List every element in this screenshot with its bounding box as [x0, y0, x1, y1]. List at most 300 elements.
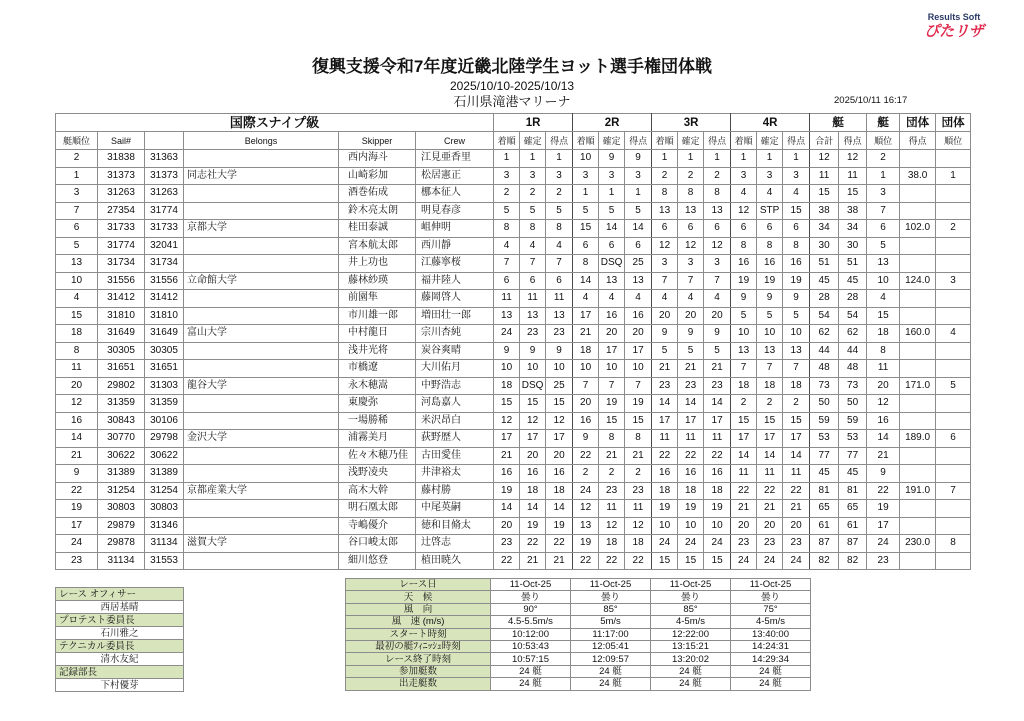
- r2-finish-cell: 9: [573, 430, 599, 448]
- r3-points-cell: 10: [704, 517, 731, 535]
- net-points-cell: 65: [839, 500, 867, 518]
- r3-confirmed-cell: 10: [678, 517, 704, 535]
- rank-cell: 9: [56, 465, 98, 483]
- official-name: 石川雅之: [56, 627, 184, 640]
- r3-confirmed-cell: 24: [678, 535, 704, 553]
- r1-finish-cell: 24: [494, 325, 520, 343]
- result-row: [56, 465, 971, 483]
- r1-finish-cell: 4: [494, 237, 520, 255]
- team-points-cell: [900, 447, 936, 465]
- team-points-cell: [900, 395, 936, 413]
- team-points-cell: [900, 360, 936, 378]
- r3-points-cell: 7: [704, 272, 731, 290]
- sail-number-cell: 31389: [98, 465, 145, 483]
- skipper-cell: 中村龍日: [339, 325, 416, 343]
- crew-cell: 荻野歴人: [416, 430, 494, 448]
- event-venue: 石川県滝港マリーナ: [453, 94, 571, 109]
- team-sail-number-cell: 31263: [145, 185, 184, 203]
- r3-confirmed-cell: 18: [678, 482, 704, 500]
- skipper-cell: 井上功也: [339, 255, 416, 273]
- team-sail-number-cell: 31651: [145, 360, 184, 378]
- boat-rank-cell: 6: [867, 220, 900, 238]
- r1-confirmed-cell: 2: [520, 185, 546, 203]
- race-3-value: 曇り: [651, 591, 731, 603]
- boat-rank-cell: 12: [867, 395, 900, 413]
- total-cell: 51: [810, 255, 839, 273]
- r2-confirmed-cell: 20: [599, 325, 625, 343]
- total-cell: 81: [810, 482, 839, 500]
- col-header-r1-finish: 着順: [494, 132, 520, 150]
- team-rank-cell: [936, 412, 971, 430]
- r1-points-cell: 2: [546, 185, 573, 203]
- belongs-cell: [184, 185, 339, 203]
- boat-rank-group-header: 艇: [867, 114, 900, 132]
- r1-confirmed-cell: 22: [520, 535, 546, 553]
- r3-points-cell: 15: [704, 552, 731, 570]
- r3-points-cell: 5: [704, 342, 731, 360]
- team-sail-number-cell: 31810: [145, 307, 184, 325]
- team-points-cell: [900, 307, 936, 325]
- result-row: [56, 430, 971, 448]
- net-points-cell: 81: [839, 482, 867, 500]
- r2-finish-cell: 22: [573, 552, 599, 570]
- r1-confirmed-cell: 7: [520, 255, 546, 273]
- race-info-row: [346, 579, 811, 591]
- r3-finish-cell: 5: [652, 342, 678, 360]
- r4-points-cell: 22: [783, 482, 810, 500]
- r2-finish-cell: 16: [573, 412, 599, 430]
- r4-points-cell: 19: [783, 272, 810, 290]
- r4-finish-cell: 23: [731, 535, 757, 553]
- race-2-value: 85°: [571, 603, 651, 615]
- net-points-cell: 45: [839, 272, 867, 290]
- race-1-value: 90°: [491, 603, 571, 615]
- r2-points-cell: 20: [625, 325, 652, 343]
- r3-points-cell: 3: [704, 255, 731, 273]
- r4-finish-cell: 19: [731, 272, 757, 290]
- r4-confirmed-cell: 2: [757, 395, 783, 413]
- col-header-total: 合計: [810, 132, 839, 150]
- sail-number-cell: 31649: [98, 325, 145, 343]
- result-row: [56, 255, 971, 273]
- rank-cell: 12: [56, 395, 98, 413]
- r4-confirmed-cell: 21: [757, 500, 783, 518]
- team-sail-number-cell: 31373: [145, 167, 184, 185]
- boat-score-group-header: 艇: [810, 114, 867, 132]
- belongs-cell: [184, 412, 339, 430]
- net-points-cell: 11: [839, 167, 867, 185]
- skipper-cell: 西内海斗: [339, 150, 416, 168]
- total-cell: 30: [810, 237, 839, 255]
- r2-confirmed-cell: 18: [599, 535, 625, 553]
- col-header-sail: Sail#: [98, 132, 145, 150]
- r2-points-cell: 9: [625, 150, 652, 168]
- skipper-cell: 佐々木穂乃佳: [339, 447, 416, 465]
- team-points-cell: [900, 342, 936, 360]
- skipper-cell: 寺嶋優介: [339, 517, 416, 535]
- skipper-cell: 一場勝稀: [339, 412, 416, 430]
- net-points-cell: 54: [839, 307, 867, 325]
- r4-finish-cell: 20: [731, 517, 757, 535]
- r2-points-cell: 7: [625, 377, 652, 395]
- r3-finish-cell: 11: [652, 430, 678, 448]
- race-2-value: 11-Oct-25: [571, 579, 651, 591]
- r4-finish-cell: 1: [731, 150, 757, 168]
- crew-cell: 松居憲正: [416, 167, 494, 185]
- r2-finish-cell: 19: [573, 535, 599, 553]
- r1-confirmed-cell: 19: [520, 517, 546, 535]
- r2-finish-cell: 10: [573, 150, 599, 168]
- r2-finish-cell: 2: [573, 465, 599, 483]
- header-row-groups: [56, 114, 971, 132]
- race-2-value: 24 艇: [571, 678, 651, 690]
- race-info-row: [346, 678, 811, 690]
- official-name-row: [56, 653, 184, 666]
- sail-number-cell: 30843: [98, 412, 145, 430]
- r1-confirmed-cell: 21: [520, 552, 546, 570]
- r3-finish-cell: 2: [652, 167, 678, 185]
- r2-points-cell: 15: [625, 412, 652, 430]
- race-3-value: 4-5m/s: [651, 616, 731, 628]
- race-4-value: 14:24:31: [731, 640, 811, 652]
- r3-confirmed-cell: 4: [678, 290, 704, 308]
- result-row: [56, 202, 971, 220]
- boat-rank-cell: 22: [867, 482, 900, 500]
- crew-cell: 宗川杏純: [416, 325, 494, 343]
- race-3-value: 11-Oct-25: [651, 579, 731, 591]
- col-header-r2-confirmed: 確定: [599, 132, 625, 150]
- r2-points-cell: 25: [625, 255, 652, 273]
- r2-points-cell: 2: [625, 465, 652, 483]
- team-rank-cell: [936, 290, 971, 308]
- rank-cell: 20: [56, 377, 98, 395]
- r4-confirmed-cell: 1: [757, 150, 783, 168]
- r4-points-cell: 4: [783, 185, 810, 203]
- r4-finish-cell: 4: [731, 185, 757, 203]
- r1-confirmed-cell: 12: [520, 412, 546, 430]
- rank-cell: 14: [56, 430, 98, 448]
- r4-confirmed-cell: 16: [757, 255, 783, 273]
- boat-rank-cell: 24: [867, 535, 900, 553]
- belongs-cell: [184, 500, 339, 518]
- col-header-skipper: Skipper: [339, 132, 416, 150]
- r4-finish-cell: 15: [731, 412, 757, 430]
- skipper-cell: 前園隼: [339, 290, 416, 308]
- official-name: 清水友紀: [56, 653, 184, 666]
- result-row: [56, 307, 971, 325]
- sail-number-cell: 31556: [98, 272, 145, 290]
- r2-points-cell: 18: [625, 535, 652, 553]
- official-title-row: [56, 640, 184, 653]
- official-title: レース オフィサー: [56, 588, 184, 601]
- r1-points-cell: 20: [546, 447, 573, 465]
- crew-cell: 米沢昂白: [416, 412, 494, 430]
- belongs-cell: 金沢大学: [184, 430, 339, 448]
- race-1-value: 4.5-5.5m/s: [491, 616, 571, 628]
- official-name-row: [56, 627, 184, 640]
- r1-finish-cell: 19: [494, 482, 520, 500]
- crew-cell: 河島嘉人: [416, 395, 494, 413]
- r1-points-cell: 25: [546, 377, 573, 395]
- result-row: [56, 185, 971, 203]
- total-cell: 45: [810, 272, 839, 290]
- r4-points-cell: 20: [783, 517, 810, 535]
- r3-confirmed-cell: 23: [678, 377, 704, 395]
- r4-finish-cell: 5: [731, 307, 757, 325]
- r1-points-cell: 15: [546, 395, 573, 413]
- col-header-team-points: 得点: [900, 132, 936, 150]
- results-soft-logo: [916, 12, 992, 40]
- r2-confirmed-cell: 1: [599, 185, 625, 203]
- race-1-value: 10:57:15: [491, 653, 571, 665]
- sail-number-cell: 31838: [98, 150, 145, 168]
- race-4-header: 4R: [731, 114, 810, 132]
- r4-points-cell: 24: [783, 552, 810, 570]
- sail-number-cell: 30305: [98, 342, 145, 360]
- col-header-team-rank: 順位: [936, 132, 971, 150]
- race-info-label: 最初の艇ﾌｨﾆｯｼｭ時刻: [346, 640, 491, 652]
- rank-cell: 18: [56, 325, 98, 343]
- team-rank-cell: 4: [936, 325, 971, 343]
- belongs-cell: [184, 360, 339, 378]
- boat-rank-cell: 4: [867, 290, 900, 308]
- r3-points-cell: 20: [704, 307, 731, 325]
- race-3-value: 24 艇: [651, 665, 731, 677]
- team-sail-number-cell: 31774: [145, 202, 184, 220]
- r1-finish-cell: 23: [494, 535, 520, 553]
- race-conditions-table: [345, 578, 811, 691]
- r4-points-cell: 15: [783, 412, 810, 430]
- r1-finish-cell: 18: [494, 377, 520, 395]
- r3-points-cell: 12: [704, 237, 731, 255]
- r2-points-cell: 10: [625, 360, 652, 378]
- rank-cell: 13: [56, 255, 98, 273]
- crew-cell: 増田壮一郎: [416, 307, 494, 325]
- r3-finish-cell: 17: [652, 412, 678, 430]
- team-sail-number-cell: 30622: [145, 447, 184, 465]
- team-sail-number-cell: 30803: [145, 500, 184, 518]
- result-row: [56, 517, 971, 535]
- r4-finish-cell: 14: [731, 447, 757, 465]
- r1-confirmed-cell: 6: [520, 272, 546, 290]
- r3-confirmed-cell: 19: [678, 500, 704, 518]
- team-points-cell: [900, 255, 936, 273]
- r4-finish-cell: 16: [731, 255, 757, 273]
- result-row: [56, 220, 971, 238]
- result-row: [56, 447, 971, 465]
- r2-finish-cell: 8: [573, 255, 599, 273]
- r3-points-cell: 21: [704, 360, 731, 378]
- r4-confirmed-cell: 14: [757, 447, 783, 465]
- r1-finish-cell: 20: [494, 517, 520, 535]
- r3-finish-cell: 24: [652, 535, 678, 553]
- team-rank-cell: [936, 447, 971, 465]
- r1-confirmed-cell: 4: [520, 237, 546, 255]
- net-points-cell: 73: [839, 377, 867, 395]
- r1-finish-cell: 1: [494, 150, 520, 168]
- r4-points-cell: 13: [783, 342, 810, 360]
- team-rank-cell: 8: [936, 535, 971, 553]
- net-points-cell: 12: [839, 150, 867, 168]
- r2-finish-cell: 21: [573, 325, 599, 343]
- skipper-cell: 明石凰太郎: [339, 500, 416, 518]
- col-header-r4-confirmed: 確定: [757, 132, 783, 150]
- boat-rank-cell: 10: [867, 272, 900, 290]
- r1-points-cell: 23: [546, 325, 573, 343]
- r4-finish-cell: 17: [731, 430, 757, 448]
- skipper-cell: 細川悠登: [339, 552, 416, 570]
- r2-finish-cell: 17: [573, 307, 599, 325]
- r4-confirmed-cell: 24: [757, 552, 783, 570]
- r4-confirmed-cell: 3: [757, 167, 783, 185]
- col-header-r3-points: 得点: [704, 132, 731, 150]
- r2-finish-cell: 10: [573, 360, 599, 378]
- result-row: [56, 167, 971, 185]
- race-info-label: 参加艇数: [346, 665, 491, 677]
- team-rank-cell: [936, 150, 971, 168]
- boat-rank-cell: 20: [867, 377, 900, 395]
- logo-line-2: ぴたリザ: [924, 23, 984, 40]
- team-sail-number-cell: 31254: [145, 482, 184, 500]
- race-3-value: 13:15:21: [651, 640, 731, 652]
- race-4-value: 13:40:00: [731, 628, 811, 640]
- r3-finish-cell: 21: [652, 360, 678, 378]
- skipper-cell: 市橋遼: [339, 360, 416, 378]
- total-cell: 34: [810, 220, 839, 238]
- r2-finish-cell: 4: [573, 290, 599, 308]
- rank-cell: 4: [56, 290, 98, 308]
- r4-points-cell: 3: [783, 167, 810, 185]
- boat-rank-cell: 11: [867, 360, 900, 378]
- rank-cell: 15: [56, 307, 98, 325]
- team-points-cell: 160.0: [900, 325, 936, 343]
- boat-rank-cell: 14: [867, 430, 900, 448]
- r3-confirmed-cell: 8: [678, 185, 704, 203]
- r1-finish-cell: 3: [494, 167, 520, 185]
- event-dates: 2025/10/10-2025/10/13: [449, 79, 575, 93]
- total-cell: 45: [810, 465, 839, 483]
- belongs-cell: 京都大学: [184, 220, 339, 238]
- boat-rank-cell: 3: [867, 185, 900, 203]
- crew-cell: 植田暁久: [416, 552, 494, 570]
- team-rank-cell: 6: [936, 430, 971, 448]
- r1-finish-cell: 7: [494, 255, 520, 273]
- rank-cell: 10: [56, 272, 98, 290]
- total-cell: 28: [810, 290, 839, 308]
- col-header-r1-points: 得点: [546, 132, 573, 150]
- r1-confirmed-cell: 10: [520, 360, 546, 378]
- race-2-value: 11:17:00: [571, 628, 651, 640]
- crew-cell: 炭谷爽晴: [416, 342, 494, 360]
- belongs-cell: 同志社大学: [184, 167, 339, 185]
- race-3-value: 13:20:02: [651, 653, 731, 665]
- team-points-cell: [900, 465, 936, 483]
- team-rank-cell: [936, 395, 971, 413]
- r1-confirmed-cell: 23: [520, 325, 546, 343]
- r1-confirmed-cell: 20: [520, 447, 546, 465]
- r3-confirmed-cell: 14: [678, 395, 704, 413]
- r3-finish-cell: 12: [652, 237, 678, 255]
- r3-points-cell: 6: [704, 220, 731, 238]
- team-rank-cell: [936, 237, 971, 255]
- skipper-cell: 鈴木亮太朗: [339, 202, 416, 220]
- r4-finish-cell: 6: [731, 220, 757, 238]
- team-rank-cell: [936, 360, 971, 378]
- r4-confirmed-cell: 4: [757, 185, 783, 203]
- r4-finish-cell: 13: [731, 342, 757, 360]
- team-points-cell: 230.0: [900, 535, 936, 553]
- r4-points-cell: 21: [783, 500, 810, 518]
- crew-cell: 藤村勝: [416, 482, 494, 500]
- r3-finish-cell: 3: [652, 255, 678, 273]
- r1-finish-cell: 6: [494, 272, 520, 290]
- skipper-cell: 桂田泰誠: [339, 220, 416, 238]
- team-sail-number-cell: 30305: [145, 342, 184, 360]
- team-rank-cell: [936, 552, 971, 570]
- team-sail-number-cell: 31733: [145, 220, 184, 238]
- total-cell: 38: [810, 202, 839, 220]
- r2-points-cell: 11: [625, 500, 652, 518]
- team-rank-cell: [936, 465, 971, 483]
- r1-points-cell: 9: [546, 342, 573, 360]
- boat-rank-cell: 23: [867, 552, 900, 570]
- r3-confirmed-cell: 20: [678, 307, 704, 325]
- r1-confirmed-cell: 1: [520, 150, 546, 168]
- sail-number-cell: 31774: [98, 237, 145, 255]
- r4-points-cell: 17: [783, 430, 810, 448]
- r4-confirmed-cell: 5: [757, 307, 783, 325]
- r3-confirmed-cell: 22: [678, 447, 704, 465]
- officials-body: [56, 588, 184, 692]
- team-rank-cell: 3: [936, 272, 971, 290]
- team-points-cell: [900, 517, 936, 535]
- team-rank-cell: [936, 307, 971, 325]
- team-points-cell: 102.0: [900, 220, 936, 238]
- r4-finish-cell: 9: [731, 290, 757, 308]
- r3-confirmed-cell: 17: [678, 412, 704, 430]
- r3-finish-cell: 9: [652, 325, 678, 343]
- sail-number-cell: 31651: [98, 360, 145, 378]
- r3-confirmed-cell: 1: [678, 150, 704, 168]
- belongs-cell: 富山大学: [184, 325, 339, 343]
- r3-points-cell: 9: [704, 325, 731, 343]
- team-points-cell: [900, 412, 936, 430]
- race-4-value: 24 艇: [731, 665, 811, 677]
- total-cell: 77: [810, 447, 839, 465]
- r4-confirmed-cell: 19: [757, 272, 783, 290]
- r2-confirmed-cell: 23: [599, 482, 625, 500]
- boat-rank-cell: 13: [867, 255, 900, 273]
- r1-confirmed-cell: 14: [520, 500, 546, 518]
- r1-points-cell: 10: [546, 360, 573, 378]
- belongs-cell: 龍谷大学: [184, 377, 339, 395]
- r4-confirmed-cell: 17: [757, 430, 783, 448]
- r2-confirmed-cell: 2: [599, 465, 625, 483]
- team-rank-group-header: 団体: [936, 114, 971, 132]
- rank-cell: 5: [56, 237, 98, 255]
- r1-finish-cell: 12: [494, 412, 520, 430]
- r1-points-cell: 21: [546, 552, 573, 570]
- r2-finish-cell: 18: [573, 342, 599, 360]
- team-sail-number-cell: 32041: [145, 237, 184, 255]
- rank-cell: 16: [56, 412, 98, 430]
- official-title-row: [56, 666, 184, 679]
- r1-confirmed-cell: 18: [520, 482, 546, 500]
- crew-cell: 辻啓志: [416, 535, 494, 553]
- sail-number-cell: 31134: [98, 552, 145, 570]
- r2-confirmed-cell: 5: [599, 202, 625, 220]
- r3-finish-cell: 20: [652, 307, 678, 325]
